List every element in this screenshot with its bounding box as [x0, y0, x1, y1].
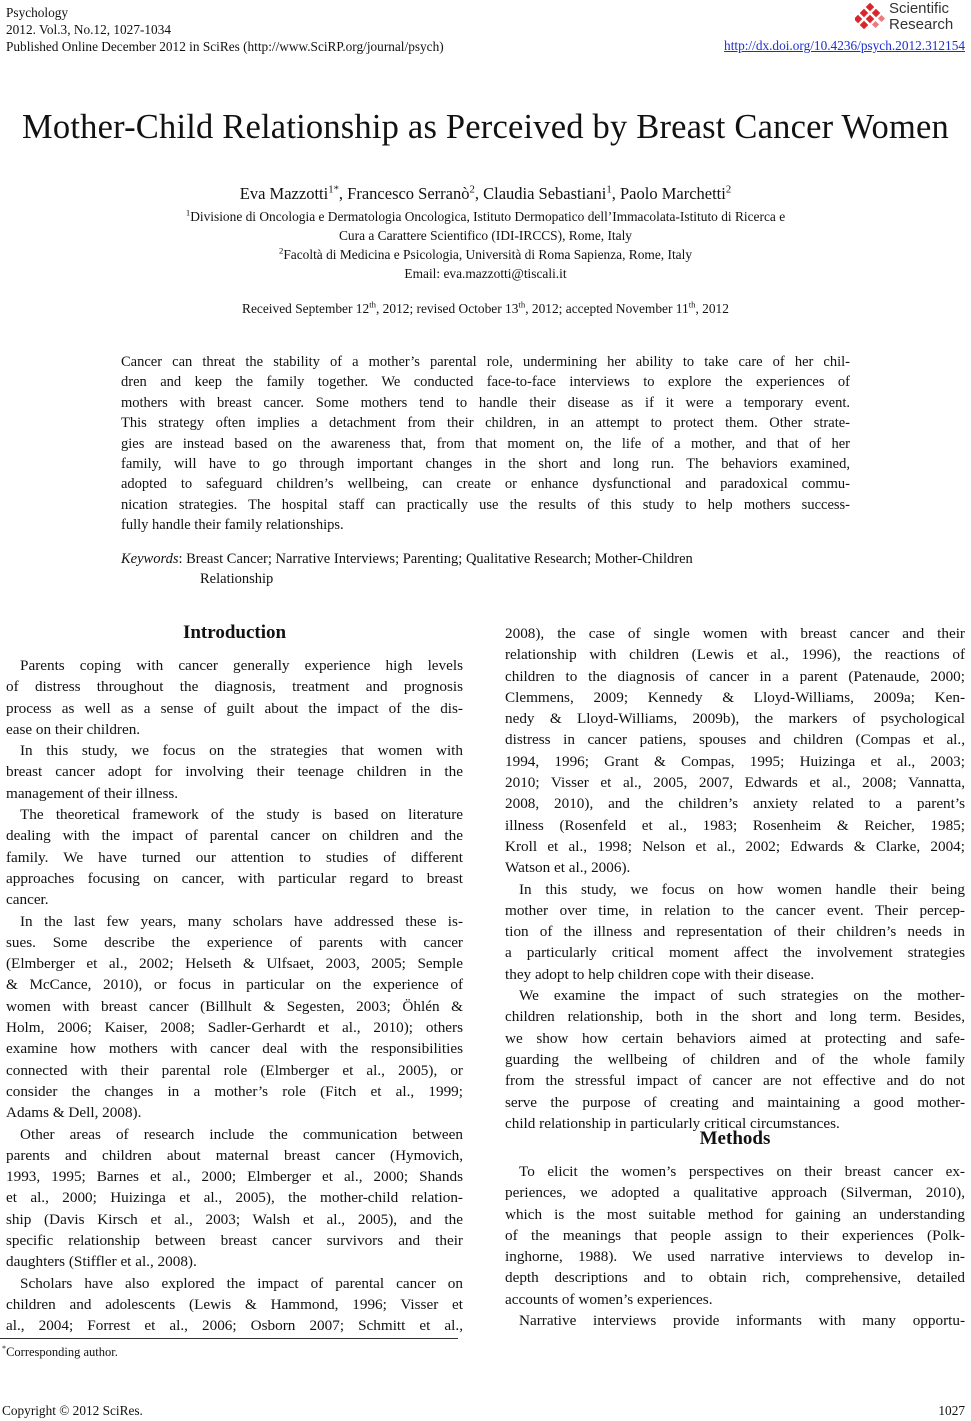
- body-text-line: Clemmens, 2009; Kennedy & Lloyd-Williams, 2009a; Ken-: [505, 688, 965, 706]
- keywords-list-continued: Relationship: [200, 571, 274, 587]
- abstract-line: This strategy often implies a detachment from their children, in an attempt to protect them. Other strate-: [121, 415, 850, 432]
- body-text-line: family. We have turned our attention to studies of different: [6, 848, 463, 866]
- affiliation-1-continued: Cura a Carattere Scientifico (IDI-IRCCS), Rome, Italy: [338, 228, 633, 243]
- abstract-line: mothers with breast cancer. Some mothers tend to handle their disease as if it were a temporary event.: [121, 394, 850, 411]
- page-number: 1027: [938, 1403, 965, 1418]
- body-text-line: breast cancer adopt for involving their teenage children in the: [6, 763, 463, 781]
- body-text-line: dealing with the impact of parental cancer on children and the: [6, 827, 463, 845]
- body-text-line: Holm, 2006; Kaiser, 2008; Sadler-Gerhardt et al., 2010); others: [6, 1019, 463, 1037]
- logo-text-line2: Research: [889, 16, 954, 33]
- abstract: [121, 352, 850, 536]
- body-text-line: tion of the illness and representation of their children’s needs in: [505, 923, 965, 941]
- body-text-line: The theoretical framework of the study is based on literature: [20, 806, 463, 824]
- body-text-line: examine how mothers with cancer deal with the responsibilities: [6, 1040, 463, 1058]
- affiliation-2: $^2$Facoltà di Medicina e Psicologia, Università di Roma Sapienza, Rome, Italy: [278, 245, 693, 262]
- author-affiliation-marker: 2: [725, 183, 732, 196]
- body-text-line: Adams & Dell, 2008).: [6, 1104, 142, 1122]
- section-heading-methods: Methods: [699, 1128, 771, 1149]
- body-text-line: from the stressful impact of cancer are not effective and do not: [505, 1072, 965, 1090]
- author-affiliation-marker: 1*: [328, 183, 339, 196]
- body-text-line: mother over time, in relation to the cancer event. Their percep-: [505, 901, 965, 919]
- body-text-line: connected with their parental role (Elmberger et al., 2005), or: [6, 1061, 463, 1079]
- body-text-line: children to the diagnosis of cancer in a parent (Patenaude, 2000;: [505, 667, 965, 685]
- body-text-line: they adopt to help children cope with their disease.: [505, 965, 815, 983]
- body-text-line: Kroll et al., 1998; Nelson et al., 2002; Edwards & Clarke, 2004;: [505, 837, 965, 855]
- body-text-line: distress in cancer patiens, spouses and children (Compas et al.,: [505, 731, 965, 749]
- body-text-line: Scholars have also explored the impact of parental cancer on: [20, 1274, 463, 1292]
- keywords-label: Keywords: [121, 551, 179, 567]
- body-text-line: process as well as a sense of guilt about the impact of the dis-: [6, 699, 463, 717]
- body-text-line: nedy & Lloyd-Williams, 2009b), the markers of psychological: [505, 710, 965, 728]
- doi-link[interactable]: http://dx.doi.org/10.4236/psych.2012.312154: [724, 38, 965, 53]
- author-name: Claudia Sebastiani: [483, 184, 607, 203]
- received-dates: Received September 12th, 2012; revised October 13th, 2012; accepted November 11th, 2012: [242, 299, 729, 316]
- body-text-line: children relationship, both in the short and long term. Besides,: [505, 1008, 965, 1026]
- author-name: Francesco Serranò: [347, 184, 470, 203]
- journal-name: Psychology: [6, 5, 69, 20]
- author-name: Paolo Marchetti: [620, 184, 726, 203]
- abstract-line: adopted to safeguard children’s wellbeing, can create or enhance dysfunctional and paradoxical commu-: [121, 476, 850, 493]
- copyright-notice: Copyright © 2012 SciRes.: [2, 1403, 143, 1418]
- author-name: Eva Mazzotti: [239, 184, 329, 203]
- body-text-line: ease on their children.: [6, 720, 141, 738]
- body-text-line: of the meanings that people assign to their experiences (Polk-: [505, 1226, 965, 1244]
- published-info: Published Online December 2012 in SciRes (http://www.SciRP.org/journal/psych): [6, 39, 444, 54]
- body-text-line: consider the changes in a mother’s role (Fitch et al., 1999;: [6, 1082, 463, 1100]
- body-text-line: inghorne, 1988). We used narrative interviews to develop in-: [505, 1248, 965, 1266]
- keywords-list: : Breast Cancer; Narrative Interviews; Parenting; Qualitative Research; Mother-Children: [178, 551, 693, 567]
- body-text-line: accounts of women’s experiences.: [505, 1290, 713, 1308]
- scientific-research-logo: [855, 0, 965, 36]
- volume-info: 2012. Vol.3, No.12, 1027-1034: [6, 22, 171, 37]
- body-text-line: 1993, 1995; Barnes et al., 2000; Elmberger et al., 2000; Shands: [6, 1168, 463, 1186]
- body-text-line: guarding the wellbeing of children and of the whole family: [505, 1050, 965, 1068]
- body-text-line: daughters (Stiffler et al., 2008).: [6, 1253, 197, 1271]
- body-text-line: management of their illness.: [6, 784, 179, 802]
- body-text-line: parents and children about maternal breast cancer (Hymovich,: [6, 1146, 463, 1164]
- body-text-line: 2010; Visser et al., 2005, 2007, Edwards et al., 2008; Vannatta,: [505, 774, 965, 792]
- introduction-body-left: [6, 655, 463, 1337]
- body-text-line: & McCance, 2010), or focus in particular on the experience of: [6, 976, 463, 994]
- body-text-line: approaches focusing on cancer, with particular regard to breast: [6, 869, 463, 887]
- body-text-line: al., 2004; Forrest et al., 2006; Osborn 2007; Schmitt et al.,: [6, 1317, 463, 1335]
- footnote-divider: [0, 1338, 458, 1339]
- body-text-line: Watson et al., 2006).: [505, 859, 631, 877]
- body-text-line: (Elmberger et al., 2002; Helseth & Ulfsaet, 2003, 2005; Semple: [6, 955, 463, 973]
- paper-title: Mother-Child Relationship as Perceived by Breast Cancer Women: [22, 108, 949, 146]
- body-text-line: In the last few years, many scholars have addressed these is-: [20, 912, 463, 930]
- body-text-line: To elicit the women’s perspectives on their breast cancer ex-: [519, 1163, 965, 1180]
- body-text-line: depth descriptions and to obtain rich, comprehensive, detailed: [505, 1269, 965, 1287]
- body-text-line: periences, we adopted a qualitative approach (Silverman, 2010),: [505, 1184, 965, 1202]
- body-text-line: We examine the impact of such strategies on the mother-: [519, 987, 965, 1005]
- abstract-line: nication strategies. The hospital staff can practically use the results of this study to help mothers success-: [121, 496, 850, 513]
- body-text-line: women with breast cancer (Billhult & Segesten, 2003; Öhlén &: [6, 997, 463, 1015]
- footnote: *Corresponding author.: [2, 1343, 118, 1359]
- author-affiliation-marker: 1: [606, 183, 612, 196]
- body-text-line: In this study, we focus on how women handle their being: [519, 880, 965, 898]
- body-text-line: of distress throughout the diagnosis, treatment and prognosis: [6, 678, 463, 696]
- body-text-line: sues. Some describe the experience of parents with cancer: [6, 933, 463, 951]
- body-text-line: 1994, 1996; Grant & Compas, 1995; Huizinga et al., 2003;: [505, 752, 965, 770]
- body-text-line: relationship with children (Lewis et al., 1996), the reactions of: [505, 646, 965, 664]
- body-text-line: 2008, 2010), and the children’s anxiety related to a parent’s: [505, 795, 965, 813]
- body-text-line: cancer.: [6, 891, 49, 909]
- body-text-line: In this study, we focus on the strategies that women with: [20, 742, 463, 760]
- body-text-line: Narrative interviews provide informants with many opportu-: [519, 1312, 965, 1330]
- introduction-body-right: [505, 623, 965, 1134]
- body-text-line: Other areas of research include the communication between: [20, 1125, 463, 1143]
- logo-text-line1: Scientific: [889, 0, 950, 17]
- body-text-line: child relationship in particularly critical circumstances.: [505, 1114, 840, 1132]
- body-text-line: serve the purpose of creating and maintaining a good mother-: [505, 1093, 965, 1111]
- section-heading-introduction: Introduction: [182, 622, 287, 643]
- contact-email: Email: eva.mazzotti@tiscali.it: [404, 266, 567, 281]
- body-text-line: specific relationship between breast cancer survivors and their: [6, 1232, 463, 1250]
- body-text-line: illness (Rosenfeld et al., 1983; Rosenheim & Reicher, 1985;: [505, 816, 965, 834]
- abstract-line: family, will have to go through important changes in the short and long run. The behaviors examined,: [121, 455, 850, 472]
- body-text-line: which is the most suitable method for gaining an understanding: [505, 1205, 965, 1223]
- body-text-line: Parents coping with cancer generally experience high levels: [20, 657, 463, 674]
- body-text-line: we show how certain behaviors aimed at protecting and safe-: [505, 1029, 965, 1047]
- publisher-logo-icon: [855, 3, 885, 33]
- abstract-line: gies are instead based on the awareness that, from that moment on, the life of a mother, and that of her: [121, 435, 850, 452]
- body-text-line: ship (Davis Kirsch et al., 2003; Walsh et al., 2005), and the: [6, 1210, 463, 1228]
- author-list: Eva Mazzotti$^{1*}$, Francesco Serranò$^2$, Claudia Sebastiani$^1$, Paolo Marchetti$^2$: [239, 183, 732, 203]
- abstract-line: Cancer can threat the stability of a mother’s parental role, undermining her ability to take care of her chil-: [121, 354, 850, 370]
- body-text-line: et al., 2000; Huizinga et al., 2005), the mother-child relation-: [6, 1189, 463, 1207]
- body-text-line: children and adolescents (Lewis & Hammond, 1996; Visser et: [6, 1295, 463, 1313]
- body-text-line: 2008), the case of single women with breast cancer and their: [505, 625, 965, 642]
- affiliation-1: $^1$Divisione di Oncologia e Dermatologia Oncologica, Istituto Dermopatico dell’Immacolata-Istituto di Ricerca e: [185, 207, 786, 224]
- methods-body: [505, 1161, 965, 1331]
- body-text-line: a particularly critical moment affect the involvement strategies: [505, 944, 965, 962]
- journal-header: [6, 4, 444, 55]
- abstract-line: dren and keep the family together. We conducted face-to-face interviews to explore the experiences of: [121, 374, 850, 391]
- author-affiliation-marker: 2: [469, 183, 475, 196]
- keywords: [121, 549, 693, 589]
- abstract-line: fully handle their family relationships.: [121, 517, 344, 534]
